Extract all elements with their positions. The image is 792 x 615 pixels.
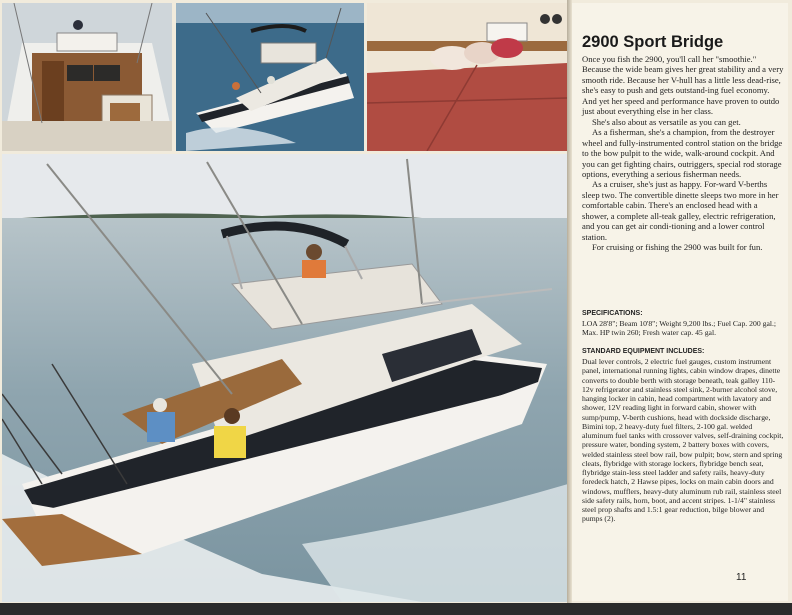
paragraph-3: As a fisherman, she's a champion, from the destroyer wheel and fully-instrumented control station on the bridge to the bow pulpit to the wide, walk-around cockpit. And you can get fighting chairs, outriggers, special rod storage options, everything a serious fisherman needs. — [582, 127, 783, 179]
specifications-heading: SPECIFICATIONS: — [582, 310, 643, 317]
v-berth-cabin-photo — [367, 3, 567, 151]
article-body — [582, 54, 784, 253]
paragraph-1: Once you fish the 2900, you'll call her "smoothie." Because the wide beam gives her great stability and a very smooth ride. Because her V-hull has a little less dead-rise, she's easy to push and gets outstand-ing fuel economy. And yet her speed and performance have proven to outdo just about everything else in her class. — [582, 54, 784, 117]
sport-bridge-running-photo — [2, 154, 568, 602]
page-number: 11 — [736, 572, 747, 583]
boat-underway-photo — [176, 3, 364, 151]
bottom-border — [0, 603, 792, 615]
text-column — [572, 3, 788, 601]
paragraph-5: For cruising or fishing the 2900 was built for fun. — [592, 242, 763, 253]
paragraph-2: She's also about as versatile as you can get. — [592, 116, 741, 127]
standard-equipment-heading: STANDARD EQUIPMENT INCLUDES: — [582, 348, 705, 355]
specifications-text: LOA 28'8"; Beam 10'8"; Weight 9,200 lbs.; Fuel Cap. 200 gal.; Max. HP twin 260; Fresh water cap. 45 gal. — [582, 319, 777, 338]
cockpit-photo — [2, 3, 172, 151]
standard-equipment-text: Dual lever controls, 2 electric fuel gauges, custom instrument panel, international running lights, cabin window drapes, dinette converts to double berth with storage beneath, teak galley 110-12v refrigerator and stainless steel sink, 2-burner alcohol stove, hanging locker in cabin, head compartment with lavatory and shower, 12V reading light in forward cabin, shower with sump/pump, V-berth cushions, head with dockside discharge, Bimini top, 2 heavy-duty fuel filters, 2-100 gal. welded aluminum fuel tanks with crossover valves, self-draining cockpit, pressure water, bonding system, 2 battery boxes with covers, welded stainless steel bow rail, bow pulpit; bow, stern and spring cleats, flybridge with storage lockers, flybridge bench seat, flybridge stain-less steel ladder and safety rails, heavy-duty foredeck hatch, 2 Hawse pipes, locks on main cabin doors and windows, mufflers, heavy-duty aluminum rub rail, stainless steel side safety rails, horn, boot, and accent stripes. 1-1/4" stainless steel prop shafts and 1.5:1 gear reduction, bilge blower and pumps (2). — [582, 357, 784, 524]
paragraph-4: As a cruiser, she's just as happy. For-ward V-berths sleep two. The convertible dinette sleeps two more in her comfortable cabin. There's an enclosed head with a shower, a complete all-teak galley, electric refrigeration, and you can get air condi-tioning and a lower control station. — [582, 179, 779, 242]
page-title: 2900 Sport Bridge — [582, 33, 724, 51]
